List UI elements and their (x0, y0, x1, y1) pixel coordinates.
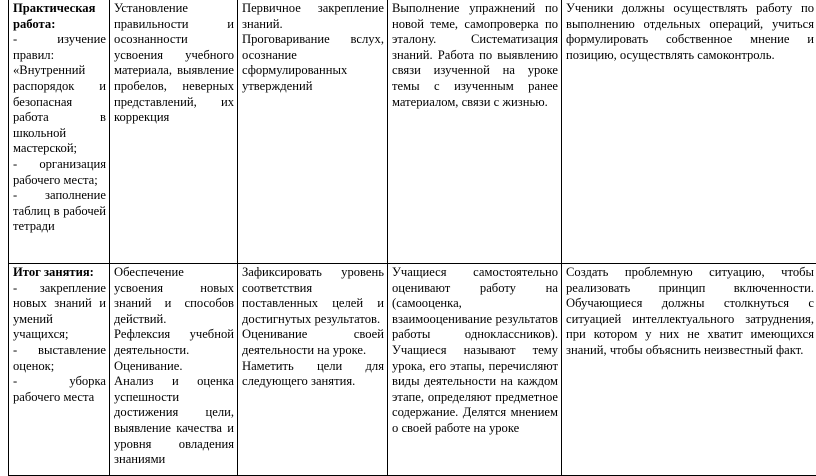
cell-text: Создать проблемную ситуацию, чтобы реализовать принцип включенности. Обучающиеся должны столкнуться с ситуацией интеллектуального затруднения, при котором у них не хватит имеющихся знаний, чтобы объяснить неизвестный факт. (566, 265, 814, 359)
cell-text: Выполнение упражнений по новой теме, самопроверка по эталону. Систематизация знаний. Работа по выявлению связи изученной на уроке темы с изученным ранее материалом, связи с жизнью. (392, 1, 558, 110)
teacher-activity-cell (110, 264, 238, 476)
cell-text: Анализ и оценка успешности достижения цели, выявление качества и уровня овладения знаниями (114, 374, 234, 468)
stage-item: - закрепление новых знаний и умений учащихся; (13, 281, 106, 343)
table-row (9, 264, 816, 476)
cell-text: Оценивание своей деятельности на уроке. (242, 327, 384, 358)
stage-item: - заполнение таблиц в рабочей тетради (13, 188, 106, 235)
cell-text: Обеспечение усвоения новых знаний и способов действий. (114, 265, 234, 327)
results-cell (562, 264, 816, 476)
student-activity-cell (388, 0, 562, 264)
cell-text: Наметить цели для следующего занятия. (242, 359, 384, 390)
lesson-plan-table (8, 0, 816, 476)
methods-cell (238, 0, 388, 264)
stage-title: Итог занятия: (13, 265, 106, 281)
cell-text: Оценивание. (114, 359, 234, 375)
stage-item: - выставление оценок; (13, 343, 106, 374)
cell-text: Учащиеся самостоятельно оценивают работу на (самооценка, взаимооценивание результатов работы одноклассников). Учащиеся называют тему урока, его этапы, перечисляют виды деятельности на каждом этапе, определяют предметное содержание. Делятся мнением о своей работе на уроке (392, 265, 558, 437)
table-row (9, 0, 816, 264)
stage-cell (9, 0, 110, 264)
cell-text: Установление правильности и осознанности усвоения учебного материала, выявление пробелов, неверных представлений, их коррекция (114, 1, 234, 126)
cell-text: Рефлексия учебной деятельности. (114, 327, 234, 358)
cell-text: Зафиксировать уровень соответствия поставленных целей и достигнутых результатов. (242, 265, 384, 327)
student-activity-cell (388, 264, 562, 476)
stage-item: - уборка рабочего места (13, 374, 106, 405)
methods-cell (238, 264, 388, 476)
cell-text: Первичное закрепление знаний. (242, 1, 384, 32)
cell-text: Проговаривание вслух, осознание сформулированных утверждений (242, 32, 384, 94)
stage-title: Практическая работа: (13, 1, 106, 32)
stage-item: - изучение правил: «Внутренний распорядок и безопасная работа в школьной мастерской; (13, 32, 106, 157)
stage-item: - организация рабочего места; (13, 157, 106, 188)
cell-text: Ученики должны осуществлять работу по выполнению отдельных операций, учиться формулировать собственное мнение и позицию, осуществлять самоконтроль. (566, 1, 814, 63)
results-cell (562, 0, 816, 264)
stage-cell (9, 264, 110, 476)
teacher-activity-cell (110, 0, 238, 264)
